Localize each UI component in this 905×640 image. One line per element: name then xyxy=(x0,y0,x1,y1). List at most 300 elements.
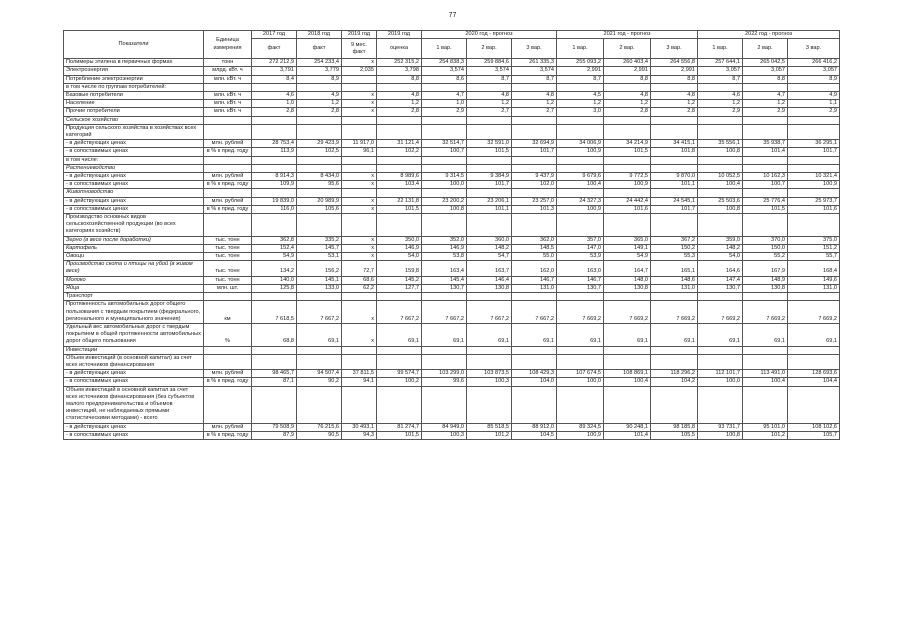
cell-value: 1,2 xyxy=(512,100,557,108)
cell-value: х xyxy=(342,301,377,324)
table-row xyxy=(64,323,840,346)
empty-cell xyxy=(788,354,840,369)
page-number: 77 xyxy=(448,12,457,19)
cell-value: 8,7 xyxy=(467,75,512,83)
table-row xyxy=(64,370,840,378)
empty-cell xyxy=(743,346,788,354)
cell-value: 85 518,5 xyxy=(467,423,512,431)
header-2019: 2019 год xyxy=(342,31,377,39)
cell-value: 4,5 xyxy=(557,92,604,100)
empty-cell xyxy=(467,354,512,369)
row-label: - в действующих ценах xyxy=(64,173,204,181)
header-2021-v1: 1 вар. xyxy=(557,39,604,59)
row-label: Объем инвестиций (в основной капитал) за счет всех источников финансирования xyxy=(64,354,204,369)
empty-cell xyxy=(377,354,422,369)
cell-value: 7 669,2 xyxy=(788,301,840,324)
cell-value: 148,2 xyxy=(698,244,743,252)
cell-value: 19 839,0 xyxy=(252,197,297,205)
cell-value: 147,4 xyxy=(698,276,743,284)
cell-value: 103 873,5 xyxy=(467,370,512,378)
cell-value: 31 121,4 xyxy=(377,140,422,148)
empty-cell xyxy=(467,156,512,164)
cell-value: 53,8 xyxy=(422,253,467,261)
empty-cell xyxy=(604,156,651,164)
section-title: Инвестиции xyxy=(64,346,204,354)
cell-value: 87,1 xyxy=(252,378,297,386)
cell-value: 69,1 xyxy=(377,323,422,346)
cell-value: 2,9 xyxy=(788,108,840,116)
empty-cell xyxy=(342,189,377,197)
cell-value: 352,0 xyxy=(422,236,467,244)
cell-value: 167,9 xyxy=(743,261,788,276)
cell-value: 101,5 xyxy=(377,205,422,213)
cell-value: 7 618,5 xyxy=(252,301,297,324)
cell-value: 10 052,5 xyxy=(698,173,743,181)
row-label: Производство скота и птицы на убой (в живом весе) xyxy=(64,261,204,276)
cell-value: 4,9 xyxy=(788,92,840,100)
cell-value: 360,0 xyxy=(467,236,512,244)
empty-cell xyxy=(512,346,557,354)
table-row xyxy=(64,431,840,439)
row-unit: км xyxy=(204,301,252,324)
row-label: Животноводство xyxy=(64,189,204,197)
cell-value: 365,0 xyxy=(604,236,651,244)
cell-value: 146,4 xyxy=(467,276,512,284)
cell-value: 375,0 xyxy=(788,236,840,244)
cell-value: 69,1 xyxy=(297,323,342,346)
empty-cell xyxy=(698,346,743,354)
row-label: Потребление электроэнергии xyxy=(64,75,204,83)
table-row xyxy=(64,100,840,108)
cell-value: 94,3 xyxy=(342,431,377,439)
cell-value: х xyxy=(342,59,377,67)
row-unit: млрд. кВт. ч xyxy=(204,67,252,75)
empty-cell xyxy=(557,354,604,369)
cell-value: 152,4 xyxy=(252,244,297,252)
empty-cell xyxy=(252,164,297,172)
empty-cell xyxy=(557,164,604,172)
cell-value: 131,0 xyxy=(651,284,698,292)
cell-value: 72,7 xyxy=(342,261,377,276)
cell-value: х xyxy=(342,253,377,261)
cell-value: 1,0 xyxy=(422,100,467,108)
cell-value: 9 679,6 xyxy=(557,173,604,181)
cell-value: 22 131,8 xyxy=(377,197,422,205)
table-row xyxy=(64,378,840,386)
row-unit: тыс. тонн xyxy=(204,253,252,261)
cell-value: 108 102,6 xyxy=(788,423,840,431)
cell-value: 130,7 xyxy=(422,284,467,292)
table-row xyxy=(64,59,840,67)
cell-value: 9 384,9 xyxy=(467,173,512,181)
cell-value: 104,2 xyxy=(651,378,698,386)
header-2020-v2: 2 вар. xyxy=(467,39,512,59)
empty-cell xyxy=(788,189,840,197)
empty-cell xyxy=(651,293,698,301)
empty-cell xyxy=(297,346,342,354)
row-unit: в % к пред. году xyxy=(204,205,252,213)
table-row xyxy=(64,284,840,292)
section-title: Сельское хозяйство xyxy=(64,116,204,124)
cell-value: 131,0 xyxy=(512,284,557,292)
cell-value: 96,1 xyxy=(342,148,377,156)
empty-cell xyxy=(467,293,512,301)
empty-cell xyxy=(698,386,743,423)
cell-value: 4,6 xyxy=(252,92,297,100)
cell-value: 102,0 xyxy=(512,181,557,189)
cell-value: 101,5 xyxy=(467,148,512,156)
empty-cell xyxy=(204,346,252,354)
cell-value: 8,6 xyxy=(422,75,467,83)
cell-value: 23 206,1 xyxy=(467,197,512,205)
cell-value: 130,7 xyxy=(557,284,604,292)
cell-value: 109,9 xyxy=(252,181,297,189)
cell-value: 4,8 xyxy=(651,92,698,100)
cell-value: 2,8 xyxy=(377,108,422,116)
cell-value: 101,1 xyxy=(651,181,698,189)
cell-value: 32 591,0 xyxy=(467,140,512,148)
cell-value: 259 884,6 xyxy=(467,59,512,67)
empty-cell xyxy=(512,156,557,164)
cell-value: 2,7 xyxy=(512,108,557,116)
row-unit: тыс. тонн xyxy=(204,276,252,284)
cell-value: 4,7 xyxy=(743,92,788,100)
empty-cell xyxy=(342,354,377,369)
empty-cell xyxy=(651,124,698,139)
cell-value: 53,9 xyxy=(557,253,604,261)
row-label: - в сопоставимых ценах xyxy=(64,205,204,213)
empty-cell xyxy=(651,354,698,369)
cell-value: 98 465,7 xyxy=(252,370,297,378)
cell-value: 25 973,7 xyxy=(788,197,840,205)
cell-value: 101,1 xyxy=(467,205,512,213)
empty-cell xyxy=(512,293,557,301)
empty-cell xyxy=(512,386,557,423)
cell-value: 100,8 xyxy=(698,205,743,213)
cell-value: 252 315,2 xyxy=(377,59,422,67)
cell-value: 8,7 xyxy=(512,75,557,83)
cell-value: 101,8 xyxy=(651,148,698,156)
cell-value: 151,2 xyxy=(788,244,840,252)
cell-value: 108 429,3 xyxy=(512,370,557,378)
cell-value: х xyxy=(342,236,377,244)
cell-value: 79 508,9 xyxy=(252,423,297,431)
empty-cell xyxy=(297,164,342,172)
empty-cell xyxy=(788,156,840,164)
cell-value: 101,4 xyxy=(604,431,651,439)
empty-cell xyxy=(557,189,604,197)
empty-cell xyxy=(377,83,422,91)
cell-value: х xyxy=(342,92,377,100)
cell-value: 101,3 xyxy=(512,205,557,213)
cell-value: 146,7 xyxy=(512,276,557,284)
cell-value: 4,6 xyxy=(698,92,743,100)
cell-value: 100,3 xyxy=(422,431,467,439)
cell-value: х xyxy=(342,244,377,252)
row-label: в том числе по группам потребителей: xyxy=(64,83,204,91)
cell-value: 134,2 xyxy=(252,261,297,276)
cell-value: 101,6 xyxy=(788,205,840,213)
cell-value: 8 989,6 xyxy=(377,173,422,181)
table-row xyxy=(64,148,840,156)
cell-value: 99 574,7 xyxy=(377,370,422,378)
cell-value: 3,798 xyxy=(377,67,422,75)
cell-value: 2,8 xyxy=(252,108,297,116)
section-title: Транспорт xyxy=(64,293,204,301)
cell-value: 76 215,6 xyxy=(297,423,342,431)
cell-value: 100,0 xyxy=(422,181,467,189)
cell-value: 100,0 xyxy=(698,378,743,386)
empty-cell xyxy=(743,83,788,91)
empty-cell xyxy=(604,189,651,197)
empty-cell xyxy=(651,346,698,354)
empty-cell xyxy=(204,116,252,124)
empty-cell xyxy=(512,164,557,172)
cell-value: 100,3 xyxy=(467,378,512,386)
empty-cell xyxy=(377,116,422,124)
empty-cell xyxy=(512,116,557,124)
cell-value: 118 296,2 xyxy=(651,370,698,378)
cell-value: 130,8 xyxy=(743,284,788,292)
cell-value: 95,6 xyxy=(297,181,342,189)
row-label: Молоко xyxy=(64,276,204,284)
cell-value: 10 321,4 xyxy=(788,173,840,181)
cell-value: 101,7 xyxy=(788,148,840,156)
empty-cell xyxy=(557,346,604,354)
empty-cell xyxy=(698,354,743,369)
cell-value: 2,8 xyxy=(604,108,651,116)
cell-value: 3,779 xyxy=(297,67,342,75)
cell-value: 69,1 xyxy=(512,323,557,346)
row-unit: млн. рублей xyxy=(204,140,252,148)
row-unit: млн. рублей xyxy=(204,197,252,205)
empty-cell xyxy=(698,116,743,124)
row-label: Объем инвестиций в основной капитал за счет всех источников финансирования (без субъектов малого предпринимательства и объемов инвестиций, не наблюдаемых прямыми статистическими методами) - всего xyxy=(64,386,204,423)
empty-cell xyxy=(651,116,698,124)
cell-value: 350,0 xyxy=(377,236,422,244)
cell-value: 7 669,2 xyxy=(651,301,698,324)
cell-value: 30 493,1 xyxy=(342,423,377,431)
cell-value: 4,9 xyxy=(297,92,342,100)
empty-cell xyxy=(297,293,342,301)
empty-cell xyxy=(512,214,557,237)
cell-value: 98 185,8 xyxy=(651,423,698,431)
empty-cell xyxy=(377,189,422,197)
table-row xyxy=(64,156,840,164)
cell-value: 9 314,5 xyxy=(422,173,467,181)
cell-value: 84 949,0 xyxy=(422,423,467,431)
cell-value: 9 772,5 xyxy=(604,173,651,181)
cell-value: 69,1 xyxy=(557,323,604,346)
row-unit: млн. кВт. ч xyxy=(204,75,252,83)
cell-value: 7 669,2 xyxy=(557,301,604,324)
table-row xyxy=(64,261,840,276)
header-2021-v2: 2 вар. xyxy=(604,39,651,59)
cell-value: 7 667,2 xyxy=(467,301,512,324)
empty-cell xyxy=(557,116,604,124)
row-label: в том числе: xyxy=(64,156,204,164)
cell-value: 25 776,4 xyxy=(743,197,788,205)
empty-cell xyxy=(467,164,512,172)
empty-cell xyxy=(422,83,467,91)
empty-cell xyxy=(743,164,788,172)
row-unit: тыс. тонн xyxy=(204,261,252,276)
empty-cell xyxy=(422,156,467,164)
header-2019-estimate-year: 2019 год xyxy=(377,31,422,39)
empty-cell xyxy=(788,214,840,237)
table-row xyxy=(64,83,840,91)
cell-value: 89 324,5 xyxy=(557,423,604,431)
cell-value: 4,7 xyxy=(422,92,467,100)
row-label: Протяженность автомобильных дорог общего пользования с твердым покрытием (федерального, регионального и муниципального значения) xyxy=(64,301,204,324)
empty-cell xyxy=(422,386,467,423)
cell-value: 23 257,0 xyxy=(512,197,557,205)
row-label: Производство основных видов сельскохозяйственной продукции (во всех категориях хозяйств) xyxy=(64,214,204,237)
cell-value: 101,5 xyxy=(604,148,651,156)
cell-value: 1,2 xyxy=(698,100,743,108)
empty-cell xyxy=(467,83,512,91)
row-label: - в сопоставимых ценах xyxy=(64,431,204,439)
header-2022-forecast: 2022 год - прогноз xyxy=(698,31,840,39)
cell-value: 102,5 xyxy=(297,148,342,156)
header-2020-forecast: 2020 год - прогноз xyxy=(422,31,557,39)
empty-cell xyxy=(743,214,788,237)
empty-cell xyxy=(467,124,512,139)
row-label: Базовые потребители xyxy=(64,92,204,100)
cell-value: 257 644,1 xyxy=(698,59,743,67)
cell-value xyxy=(342,75,377,83)
cell-value: 99,6 xyxy=(422,378,467,386)
row-unit: млн. рублей xyxy=(204,423,252,431)
cell-value: 25 503,6 xyxy=(698,197,743,205)
empty-cell xyxy=(252,293,297,301)
cell-value: 54,9 xyxy=(252,253,297,261)
cell-value: 116,0 xyxy=(252,205,297,213)
row-unit: тыс. тонн xyxy=(204,236,252,244)
cell-value: 100,9 xyxy=(604,181,651,189)
empty-cell xyxy=(788,293,840,301)
cell-value: 125,8 xyxy=(252,284,297,292)
row-unit: млн. кВт. ч xyxy=(204,92,252,100)
empty-cell xyxy=(297,354,342,369)
empty-cell xyxy=(788,83,840,91)
cell-value: 101,5 xyxy=(743,205,788,213)
row-label: Картофель xyxy=(64,244,204,252)
cell-value: 32 694,9 xyxy=(512,140,557,148)
empty-cell xyxy=(252,83,297,91)
cell-value: 163,0 xyxy=(557,261,604,276)
empty-cell xyxy=(698,156,743,164)
header-2021-forecast: 2021 год - прогноз xyxy=(557,31,698,39)
row-label: - в сопоставимых ценах xyxy=(64,378,204,386)
empty-cell xyxy=(651,189,698,197)
forecast-table xyxy=(63,30,840,440)
cell-value: 3,791 xyxy=(252,67,297,75)
cell-value: 4,8 xyxy=(512,92,557,100)
cell-value: 1,2 xyxy=(651,100,698,108)
cell-value: 2,991 xyxy=(651,67,698,75)
row-label: Население xyxy=(64,100,204,108)
empty-cell xyxy=(651,214,698,237)
cell-value: 107 674,5 xyxy=(557,370,604,378)
cell-value: 94 507,4 xyxy=(297,370,342,378)
cell-value: 104,4 xyxy=(788,378,840,386)
empty-cell xyxy=(252,346,297,354)
cell-value: 100,9 xyxy=(788,181,840,189)
cell-value: 55,3 xyxy=(651,253,698,261)
empty-cell xyxy=(512,83,557,91)
empty-cell xyxy=(512,354,557,369)
cell-value: 2,8 xyxy=(651,108,698,116)
empty-cell xyxy=(743,189,788,197)
cell-value: 105,5 xyxy=(651,431,698,439)
table-row xyxy=(64,354,840,369)
cell-value: 24 327,3 xyxy=(557,197,604,205)
empty-cell xyxy=(377,346,422,354)
cell-value: 1,0 xyxy=(252,100,297,108)
cell-value: 264 556,8 xyxy=(651,59,698,67)
empty-cell xyxy=(743,124,788,139)
cell-value: 35 938,7 xyxy=(743,140,788,148)
cell-value: 62,2 xyxy=(342,284,377,292)
empty-cell xyxy=(467,214,512,237)
cell-value: 255 093,2 xyxy=(557,59,604,67)
cell-value: 266 416,2 xyxy=(788,59,840,67)
table-row xyxy=(64,189,840,197)
cell-value: 8,7 xyxy=(557,75,604,83)
cell-value: 100,0 xyxy=(557,378,604,386)
empty-cell xyxy=(698,164,743,172)
empty-cell xyxy=(604,354,651,369)
empty-cell xyxy=(557,83,604,91)
section-row xyxy=(64,116,840,124)
cell-value: 2,991 xyxy=(604,67,651,75)
table-row xyxy=(64,236,840,244)
cell-value: 104,0 xyxy=(512,378,557,386)
row-unit: млн. кВт. ч xyxy=(204,108,252,116)
cell-value: х xyxy=(342,197,377,205)
cell-value: 100,4 xyxy=(557,181,604,189)
empty-cell xyxy=(204,156,252,164)
table-row xyxy=(64,244,840,252)
empty-cell xyxy=(422,354,467,369)
cell-value: 100,4 xyxy=(604,378,651,386)
cell-value: 4,8 xyxy=(604,92,651,100)
cell-value: 7 667,2 xyxy=(512,301,557,324)
empty-cell xyxy=(788,346,840,354)
empty-cell xyxy=(204,164,252,172)
header-2020-v1: 1 вар. xyxy=(422,39,467,59)
empty-cell xyxy=(604,214,651,237)
empty-cell xyxy=(342,156,377,164)
empty-cell xyxy=(297,83,342,91)
empty-cell xyxy=(557,386,604,423)
cell-value: 100,9 xyxy=(557,431,604,439)
cell-value: 1,2 xyxy=(467,100,512,108)
cell-value: 24 545,1 xyxy=(651,197,698,205)
empty-cell xyxy=(342,164,377,172)
cell-value: 130,8 xyxy=(467,284,512,292)
cell-value: 3,574 xyxy=(467,67,512,75)
row-unit: в % к пред. году xyxy=(204,378,252,386)
cell-value: 148,0 xyxy=(604,276,651,284)
empty-cell xyxy=(252,386,297,423)
table-row xyxy=(64,423,840,431)
table-body xyxy=(64,59,840,440)
empty-cell xyxy=(422,124,467,139)
cell-value: 95 101,0 xyxy=(743,423,788,431)
row-unit: млн. рублей xyxy=(204,173,252,181)
